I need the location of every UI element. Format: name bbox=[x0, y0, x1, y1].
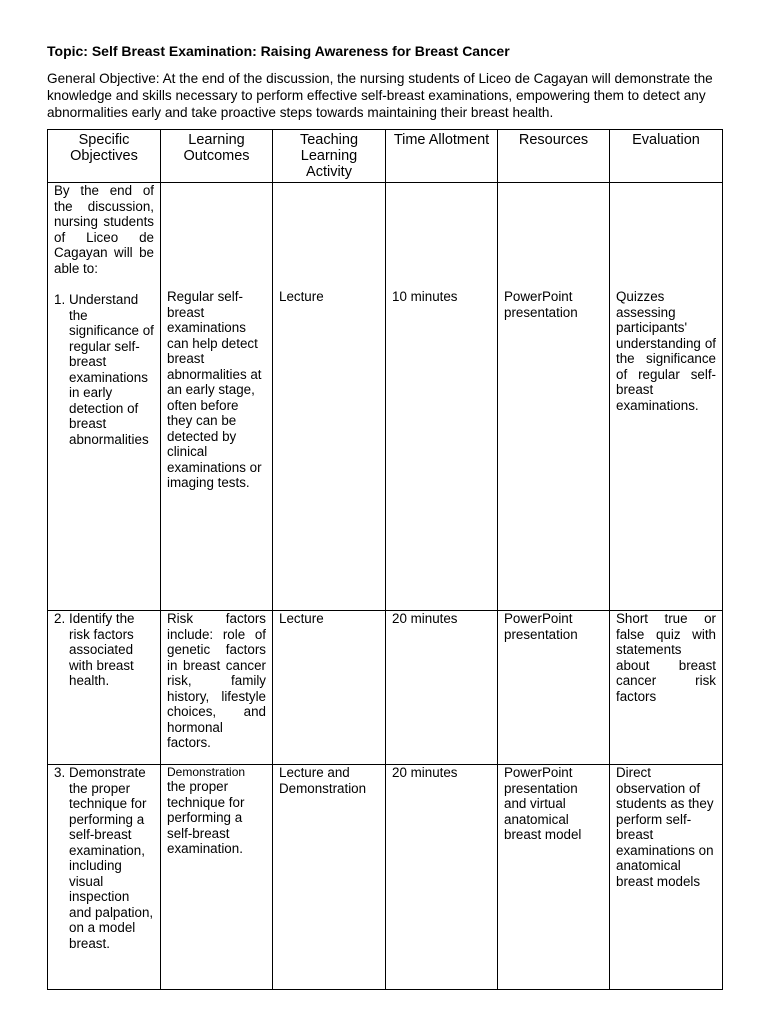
cell-objective bbox=[48, 183, 161, 611]
table-row bbox=[48, 183, 723, 611]
cell-objective bbox=[48, 765, 161, 990]
objective-item bbox=[54, 611, 154, 689]
header-teaching-learning-activity: Teaching Learning Activity bbox=[273, 130, 386, 183]
objective-text: Understand the significance of regular self-breast examinations in early detection of breast abnormalities bbox=[69, 292, 154, 447]
header-evaluation: Evaluation bbox=[610, 130, 723, 183]
objectives-intro: By the end of the discussion, nursing students of Liceo de Cagayan will be able to: bbox=[54, 183, 154, 276]
resources-text: PowerPoint presentation bbox=[504, 289, 578, 320]
cell-outcome bbox=[161, 183, 273, 611]
item-number: 2. bbox=[54, 611, 66, 626]
outcome-text: Regular self-breast examinations can help detect breast abnormalities at an early stage, often before they can be detected by clinical examinations or imaging tests. bbox=[167, 289, 262, 490]
evaluation-text: Short true or false quiz with statements about breast cancer risk factors bbox=[616, 611, 716, 704]
cell-time bbox=[386, 611, 498, 765]
table-row bbox=[48, 765, 723, 990]
item-number: 3. bbox=[54, 765, 66, 780]
evaluation-text: Direct observation of students as they perform self-breast examinations on anatomical breast models bbox=[616, 765, 714, 889]
cell-time bbox=[386, 765, 498, 990]
resources-text: PowerPoint presentation and virtual anatomical breast model bbox=[504, 765, 582, 842]
cell-resources bbox=[498, 183, 610, 611]
outcome-text: Risk factors include: role of genetic factors in breast cancer risk, family history, lifestyle choices, and hormonal factors. bbox=[167, 611, 266, 750]
header-learning-outcomes: Learning Outcomes bbox=[161, 130, 273, 183]
cell-evaluation bbox=[610, 183, 723, 611]
cell-evaluation bbox=[610, 611, 723, 765]
header-time-allotment: Time Allotment bbox=[386, 130, 498, 183]
cell-activity bbox=[273, 183, 386, 611]
cell-outcome bbox=[161, 765, 273, 990]
resources-text: PowerPoint presentation bbox=[504, 611, 578, 642]
cell-activity bbox=[273, 611, 386, 765]
objective-item bbox=[54, 765, 154, 951]
evaluation-text: Quizzes assessing participants' understanding of the significance of regular self-breast examinations. bbox=[616, 289, 716, 413]
topic-heading: Topic: Self Breast Examination: Raising Awareness for Breast Cancer bbox=[47, 43, 510, 59]
header-resources: Resources bbox=[498, 130, 610, 183]
objective-text: Demonstrate the proper technique for performing a self-breast examination, including visual inspection and palpation, on a model breast. bbox=[69, 765, 154, 951]
activity-text: Lecture bbox=[279, 289, 324, 304]
time-text: 20 minutes bbox=[392, 765, 458, 780]
table-row bbox=[48, 611, 723, 765]
lesson-plan-table bbox=[47, 129, 723, 990]
table-header-row bbox=[48, 130, 723, 183]
cell-activity bbox=[273, 765, 386, 990]
cell-time bbox=[386, 183, 498, 611]
cell-resources bbox=[498, 611, 610, 765]
general-objective: General Objective: At the end of the discussion, the nursing students of Liceo de Cagayan will demonstrate the knowledge and skills necessary to perform effective self-breast examinations, empowering them to detect any abnormalities early and take proactive steps towards maintaining their breast health. bbox=[47, 71, 713, 120]
cell-objective bbox=[48, 611, 161, 765]
time-text: 10 minutes bbox=[392, 289, 458, 304]
outcome-lead: Demonstration bbox=[167, 765, 246, 779]
cell-resources bbox=[498, 765, 610, 990]
activity-text: Lecture and Demonstration bbox=[279, 765, 367, 796]
item-number: 1. bbox=[54, 292, 66, 307]
time-text: 20 minutes bbox=[392, 611, 458, 626]
outcome-text: the proper technique for performing a self-breast examination. bbox=[167, 779, 245, 856]
objective-item bbox=[54, 292, 154, 447]
activity-text: Lecture bbox=[279, 611, 324, 626]
cell-outcome bbox=[161, 611, 273, 765]
document-page bbox=[47, 42, 722, 121]
header-specific-objectives: Specific Objectives bbox=[48, 130, 161, 183]
objective-text: Identify the risk factors associated with breast health. bbox=[69, 611, 135, 688]
cell-evaluation bbox=[610, 765, 723, 990]
